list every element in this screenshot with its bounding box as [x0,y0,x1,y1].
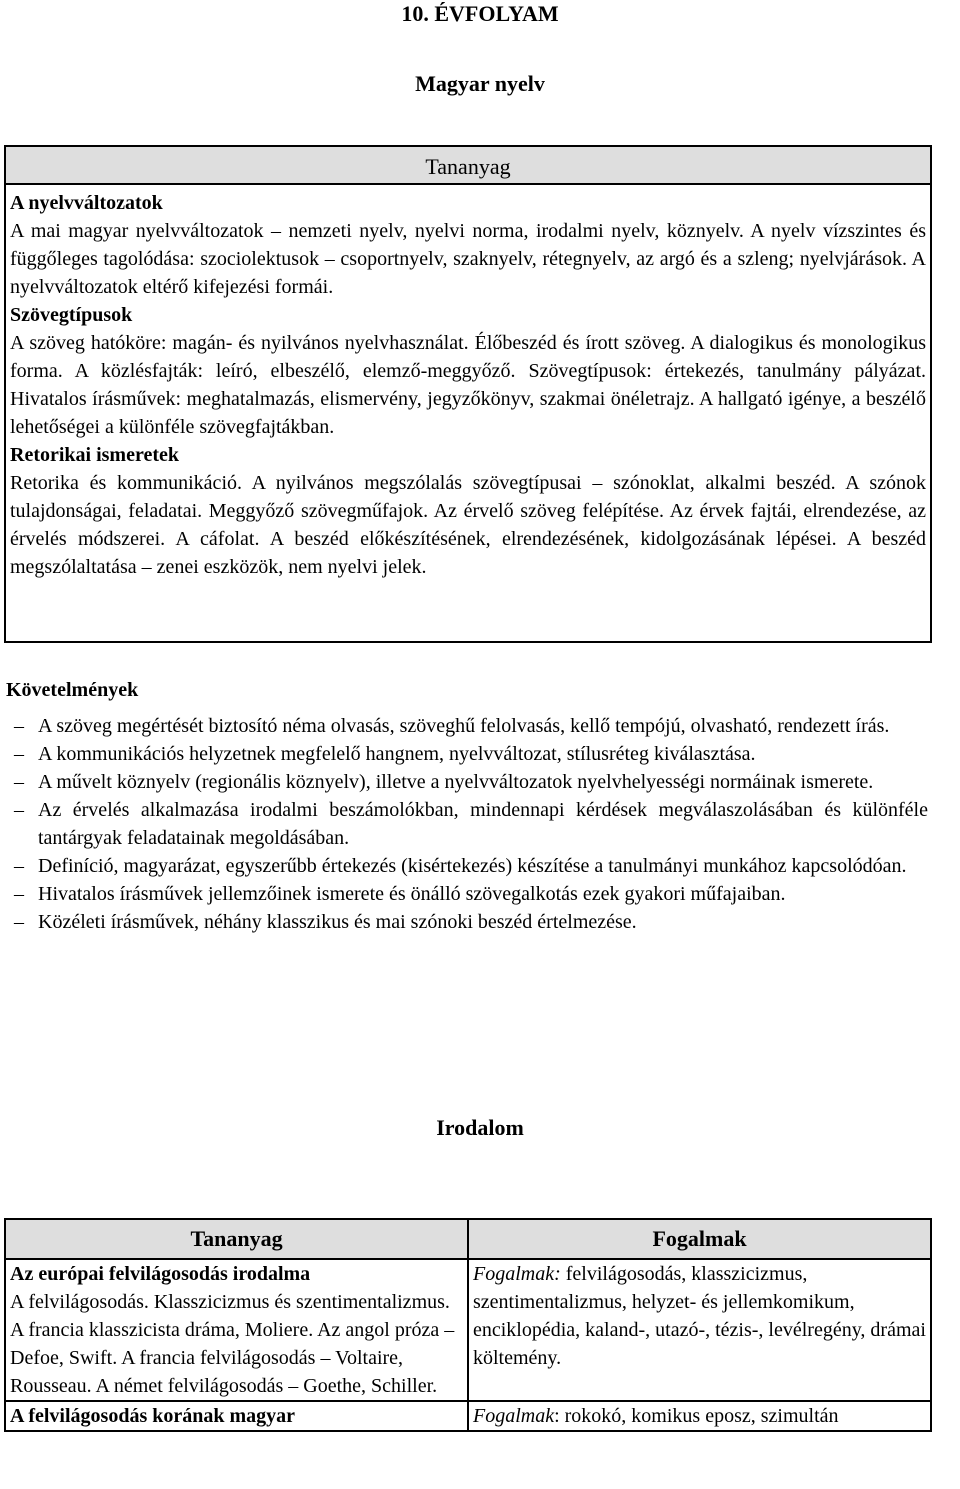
grade-title: 10. ÉVFOLYAM [401,1,559,26]
table-row [5,1401,931,1431]
fogalmak-label: Fogalmak [473,1405,555,1427]
cell-title: Az európai felvilágosodás irodalma [10,1263,311,1285]
fogalmak-cell [468,1259,931,1401]
subject-title: Magyar nyelv [415,71,545,96]
fogalmak-cell [468,1401,931,1431]
section-nyelvvaltozatok [10,189,926,301]
list-item: – A szöveg megértését biztosító néma olvasás, szöveghű felolvasás, kellő tempójú, olvasható, rendezett írás. [12,712,928,740]
section-text: Retorika és kommunikáció. A nyilvános megszólalás szövegtípusai – szónoklat, alkalmi beszéd. A szónok tulajdonságai, feladatai. Meggyőző szövegműfajok. Az érvelő szöveg felépítése. Az érvek fajtái, elrendezése, az érvelés módszerei. A cáfolat. A beszéd előkészítésének, elrendezésének, kidolgozásának lépései. A beszéd megszólaltatása – zenei eszközök, nem nyelvi jelek. [10,472,926,578]
list-item: – Közéleti írásművek, néhány klasszikus és mai szónoki beszéd értelmezése. [12,908,928,936]
cell-text: A felvilágosodás. Klasszicizmus és szentimentalizmus. A francia klasszicista dráma, Moliere. Az angol próza – Defoe, Swift. A francia felvilágosodás – Voltaire, Rousseau. A német felvilágosodás – Goethe, Schiller. [10,1291,455,1397]
section-text: A szöveg hatóköre: magán- és nyilvános nyelvhasználat. Élőbeszéd és írott szöveg. A dialogikus és monologikus forma. A közlésfajták: leíró, elbeszélő, elemző-meggyőző. Szövegtípusok: értekezés, tanulmány pályázat. Hivatalos írásművek: meghatalmazás, elismervény, jegyzőkönyv, szakmai önéletrajz. A hallgató igénye, a beszélő lehetőségei a különféle szövegfajtákban. [10,332,926,438]
tananyag-content [6,185,930,581]
section-retorikai [10,441,926,581]
tananyag-cell [5,1401,468,1431]
table-row [5,1259,931,1401]
section-title: Szövegtípusok [10,304,133,326]
tananyag-cell [5,1259,468,1401]
col-header-tananyag: Tananyag [5,1219,468,1259]
fogalmak-label: Fogalmak: [473,1263,561,1285]
list-item: – Definíció, magyarázat, egyszerűbb értekezés (kisértekezés) készítése a tanulmányi munkához kapcsolódóan. [12,852,928,880]
section-title: Retorikai ismeretek [10,444,180,466]
tananyag-box [4,145,932,643]
irodalom-table [4,1218,932,1432]
list-item: – Az érvelés alkalmazása irodalmi beszámolókban, mindennapi kérdések megválaszolásában és különféle tantárgyak feladatainak megoldásában. [12,796,928,852]
list-item: – A művelt köznyelv (regionális köznyelv), illetve a nyelvváltozatok nyelvhelyességi normáinak ismerete. [12,768,928,796]
kovetelmenyek-title: Követelmények [6,679,139,701]
irodalom-title: Irodalom [436,1115,524,1140]
cell-title: A felvilágosodás korának magyar [10,1405,296,1427]
section-title: A nyelvváltozatok [10,192,163,214]
section-szovegtipusok [10,301,926,441]
list-item: – Hivatalos írásművek jellemzőinek ismerete és önálló szövegalkotás ezek gyakori műfajaiban. [12,880,928,908]
list-item: – A kommunikációs helyzetnek megfelelő hangnem, nyelvváltozat, stílusréteg kiválasztása. [12,740,928,768]
fogalmak-text: : rokokó, komikus eposz, szimultán [554,1405,839,1427]
requirements-list [12,712,928,936]
section-text: A mai magyar nyelvváltozatok – nemzeti nyelv, nyelvi norma, irodalmi nyelv, köznyelv. A nyelv vízszintes és függőleges tagolódása: szociolektusok – csoportnyelv, szaknyelv, rétegnyelv, az argó és a szleng; nyelvjárások. A nyelvváltozatok eltérő kifejezési formái. [10,220,926,298]
fogalmak-text: felvilágosodás, klasszicizmus, szentimentalizmus, helyzet- és jellemkomikum, enciklopédia, kaland-, utazó-, tézis-, levélregény, drámai költemény. [473,1263,926,1369]
tananyag-heading: Tananyag [6,147,930,185]
col-header-fogalmak: Fogalmak [468,1219,931,1259]
table-header-row [5,1219,931,1259]
